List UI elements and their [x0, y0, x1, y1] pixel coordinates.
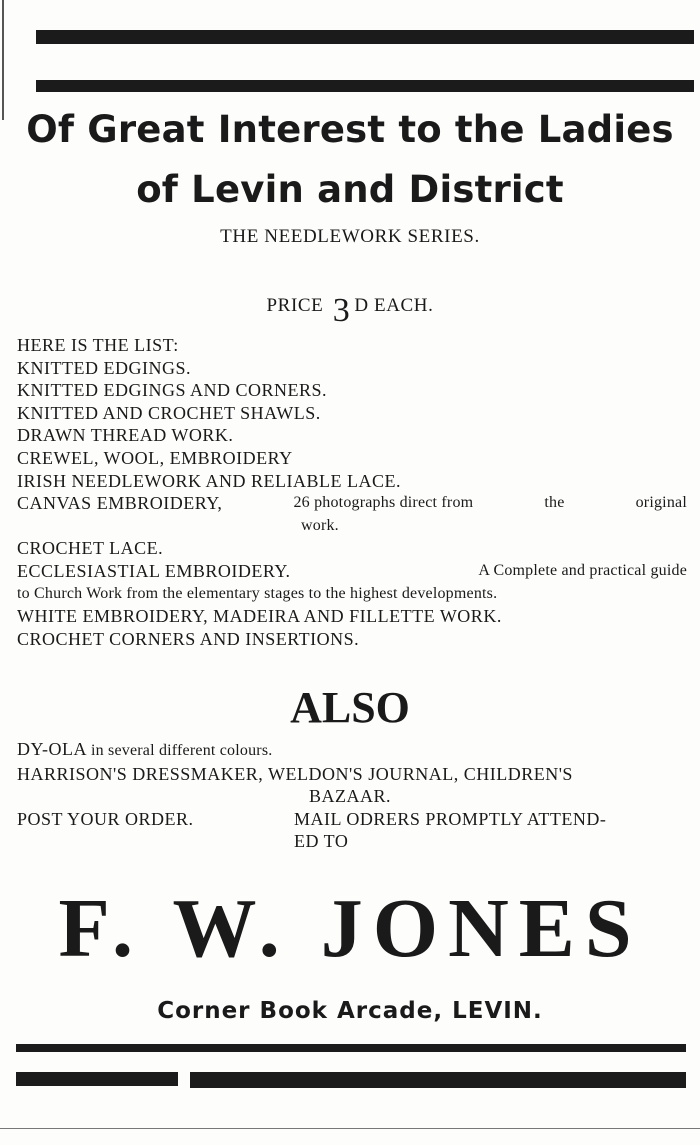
- price-prefix: PRICE: [266, 295, 324, 316]
- price-suffix: D EACH.: [354, 295, 434, 316]
- also-list: [17, 738, 687, 853]
- canvas-detail: 26 photographs direct from: [293, 494, 474, 512]
- canvas-detail-original: original: [635, 494, 687, 512]
- list-item: CROCHET LACE.: [17, 538, 164, 559]
- canvas-title: CANVAS EMBROIDERY,: [17, 493, 223, 514]
- bottom-border-rule: [16, 1044, 686, 1052]
- canvas-detail-the: the: [544, 494, 565, 512]
- dyola-name: DY-OLA: [17, 739, 86, 759]
- dyola-line: [17, 738, 687, 763]
- dyola-detail: in several different colours.: [91, 742, 273, 759]
- order-line: [17, 808, 687, 831]
- harrison-line-1: HARRISON'S DRESSMAKER, WELDON'S JOURNAL, CHILDREN'S: [17, 763, 573, 784]
- list-intro: HERE IS THE LIST:: [17, 335, 179, 355]
- ecclesiastical-detail-2: to Church Work from the elementary stages to the highest developments.: [17, 584, 498, 602]
- top-border-rule: [36, 30, 694, 44]
- list-item: KNITTED EDGINGS AND CORNERS.: [17, 380, 327, 401]
- merchant-name: F. W. JONES: [58, 882, 642, 975]
- list-item: KNITTED AND CROCHET SHAWLS.: [17, 402, 321, 423]
- headline-line-2: of Levin and District: [136, 168, 564, 211]
- list-item: KNITTED EDGINGS.: [17, 357, 191, 378]
- also-heading: ALSO: [290, 683, 410, 732]
- merchant-address: Corner Book Arcade, LEVIN.: [157, 998, 543, 1024]
- mail-orders-text: MAIL ODRERS PROMPTLY ATTEND-: [294, 808, 607, 829]
- list-item: WHITE EMBROIDERY, MADEIRA AND FILLETTE WORK.: [17, 606, 502, 627]
- price-amount: 3: [332, 292, 351, 329]
- list-item: DRAWN THREAD WORK.: [17, 425, 234, 446]
- top-border-rule-2: [36, 80, 694, 92]
- mail-orders-text-2: ED TO: [294, 831, 349, 852]
- list-item-canvas: [17, 492, 687, 515]
- list-item: CREWEL, WOOL, EMBROIDERY: [17, 447, 293, 468]
- price-line: [0, 282, 700, 329]
- bottom-border-rule-left: [16, 1072, 178, 1086]
- ecclesiastical-detail: A Complete and practical guide: [478, 561, 687, 579]
- list-item: CROCHET CORNERS AND INSERTIONS.: [17, 628, 360, 649]
- bottom-hairline: [0, 1128, 700, 1129]
- harrison-line-2: BAZAAR.: [309, 786, 392, 807]
- post-order-text: POST YOUR ORDER.: [17, 808, 194, 829]
- series-title: THE NEEDLEWORK SERIES.: [220, 226, 480, 247]
- list-item: IRISH NEEDLEWORK AND RELIABLE LACE.: [17, 470, 401, 491]
- headline-line-1: Of Great Interest to the Ladies: [26, 108, 674, 151]
- list-item-ecclesiastical: [17, 560, 687, 583]
- bottom-border-rule-right: [190, 1072, 686, 1088]
- canvas-detail-end: work.: [301, 516, 339, 534]
- ecclesiastical-title: ECCLESIASTIAL EMBROIDERY.: [17, 560, 291, 581]
- needlework-list: [17, 334, 687, 650]
- page-edge-line: [2, 0, 4, 120]
